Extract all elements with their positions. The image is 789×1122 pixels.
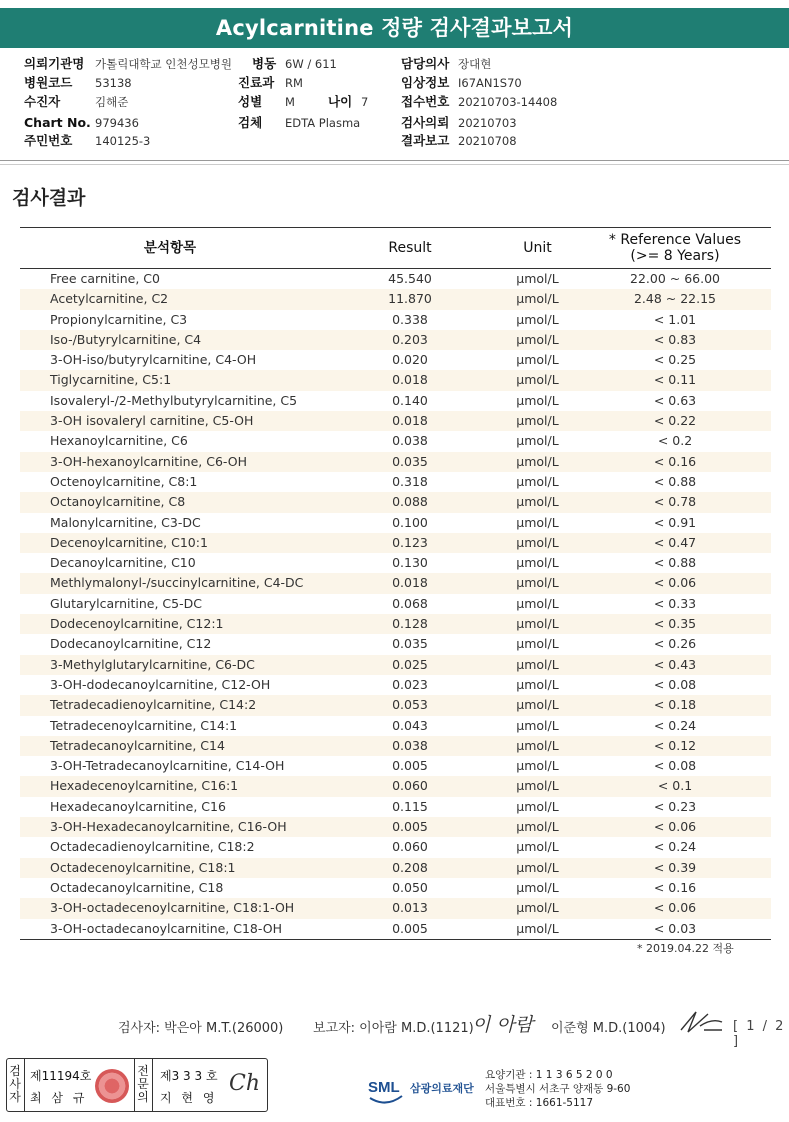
result-value: 0.018	[392, 413, 428, 429]
care-code: 요양기관 : 1 1 3 6 5 2 0 0	[485, 1069, 613, 1081]
section-title: 검사결과	[12, 187, 86, 209]
unit-value: μmol/L	[516, 331, 559, 347]
reporter2-handwritten-signature	[678, 1008, 726, 1042]
reference-value: < 0.22	[653, 413, 697, 429]
analyte-name: Propionylcarnitine, C3	[50, 311, 188, 327]
result-value: 0.123	[392, 534, 428, 550]
reporter-handwritten-signature: 이 아람	[472, 1014, 534, 1036]
analyte-name: Tiglycarnitine, C5:1	[50, 372, 172, 388]
reference-value: < 0.88	[653, 555, 697, 571]
certificate-box	[6, 1058, 268, 1112]
reference-value: < 0.33	[653, 595, 697, 611]
doctor-label: 담당의사	[401, 56, 450, 71]
result-value: 0.038	[392, 737, 428, 753]
analyte-name: Octadecenoylcarnitine, C18:1	[50, 859, 236, 875]
table-row	[20, 634, 771, 654]
table-row	[20, 391, 771, 411]
unit-value: μmol/L	[516, 839, 559, 855]
report-title: Acylcarnitine 정량 검사결과보고서	[0, 8, 789, 48]
analyte-name: 3-OH-octadecanoylcarnitine, C18-OH	[50, 920, 282, 936]
table-row	[20, 655, 771, 675]
reference-value: < 0.91	[653, 514, 697, 530]
result-value: 0.035	[392, 636, 428, 652]
certificate-number-2: 제3 3 3 호	[160, 1069, 218, 1083]
divider	[0, 164, 789, 165]
unit-value: μmol/L	[516, 555, 559, 571]
examiner-signature: 검사자: 박은아 M.T.(26000)	[118, 1021, 284, 1036]
table-row	[20, 492, 771, 512]
table-row	[20, 837, 771, 857]
reference-value: < 0.83	[653, 331, 697, 347]
reference-value: < 0.24	[653, 839, 697, 855]
unit-value: μmol/L	[516, 778, 559, 794]
unit-value: μmol/L	[516, 798, 559, 814]
analyte-name: Dodecenoylcarnitine, C12:1	[50, 616, 224, 632]
certificate-name-2: 지 현 영	[160, 1091, 218, 1105]
analyte-name: 3-OH-iso/butyrylcarnitine, C4-OH	[50, 352, 257, 368]
analyte-name: Dodecanoylcarnitine, C12	[50, 636, 212, 652]
table-row	[20, 817, 771, 837]
table-row	[20, 736, 771, 756]
unit-value: μmol/L	[516, 900, 559, 916]
divider	[0, 160, 789, 161]
resident-no-label: 주민번호	[24, 133, 73, 148]
reference-value: < 0.18	[653, 697, 697, 713]
ward-label: 병동	[252, 56, 277, 71]
reference-value: < 0.16	[653, 879, 697, 895]
table-row	[20, 452, 771, 472]
table-row	[20, 411, 771, 431]
analyte-name: 3-OH isovaleryl carnitine, C5-OH	[50, 413, 254, 429]
analyte-name: Octadecanoylcarnitine, C18	[50, 879, 224, 895]
result-value: 0.038	[392, 433, 428, 449]
certificate-label-1: 검 사 자	[9, 1064, 21, 1104]
institution-label: 의뢰기관명	[24, 56, 85, 71]
result-value: 0.020	[392, 352, 428, 368]
unit-value: μmol/L	[516, 453, 559, 469]
analyte-name: Isovaleryl-/2-Methylbutyrylcarnitine, C5	[50, 392, 298, 408]
specialist-handwritten-signature: Ch	[229, 1071, 261, 1096]
table-row	[20, 269, 771, 289]
result-value: 0.060	[392, 778, 428, 794]
hospital-code-label: 병원코드	[24, 75, 73, 90]
result-value: 0.018	[392, 372, 428, 388]
header-result: Result	[388, 240, 432, 256]
reference-value: < 0.78	[653, 494, 697, 510]
unit-value: μmol/L	[516, 473, 559, 489]
age-value: 7	[361, 95, 369, 109]
table-row	[20, 573, 771, 593]
reference-value: < 0.25	[653, 352, 697, 368]
table-header	[20, 227, 771, 269]
certificate-number-1: 제11194호	[30, 1069, 92, 1083]
report-date-value: 20210708	[458, 134, 517, 148]
analyte-name: 3-OH-octadecenoylcarnitine, C18:1-OH	[50, 900, 295, 916]
result-value: 0.088	[392, 494, 428, 510]
analyte-name: Hexanoylcarnitine, C6	[50, 433, 188, 449]
header-unit: Unit	[523, 240, 552, 256]
page-indicator: [ 1 / 2 ]	[733, 1019, 786, 1049]
unit-value: μmol/L	[516, 758, 559, 774]
table-row	[20, 858, 771, 878]
unit-value: μmol/L	[516, 717, 559, 733]
result-value: 0.050	[392, 879, 428, 895]
report-date-label: 결과보고	[401, 133, 450, 148]
ward-value: 6W / 611	[285, 57, 337, 71]
reference-value: < 0.08	[653, 758, 697, 774]
resident-no-value: 140125-3	[95, 134, 151, 148]
table-row	[20, 614, 771, 634]
table-row	[20, 797, 771, 817]
result-value: 0.053	[392, 697, 428, 713]
sml-logo-icon	[366, 1072, 406, 1106]
analyte-name: Hexadecenoylcarnitine, C16:1	[50, 778, 239, 794]
reference-value: < 0.43	[653, 656, 697, 672]
unit-value: μmol/L	[516, 413, 559, 429]
result-value: 0.043	[392, 717, 428, 733]
doctor-value: 장대현	[458, 57, 492, 71]
age-label: 나이	[328, 94, 353, 109]
chart-no-label: Chart No.	[24, 115, 91, 130]
analyte-name: 3-OH-hexanoylcarnitine, C6-OH	[50, 453, 248, 469]
footnote: * 2019.04.22 적용	[637, 942, 734, 955]
result-value: 0.338	[392, 311, 428, 327]
examinee-value: 김해준	[95, 95, 129, 109]
table-row	[20, 472, 771, 492]
table-row	[20, 695, 771, 715]
table-row	[20, 289, 771, 309]
unit-value: μmol/L	[516, 271, 559, 286]
table-row	[20, 553, 771, 573]
department-value: RM	[285, 76, 303, 90]
table-row	[20, 898, 771, 918]
reference-value: < 0.47	[653, 534, 697, 550]
unit-value: μmol/L	[516, 879, 559, 895]
analyte-name: Iso-/Butyrylcarnitine, C4	[50, 331, 202, 347]
reference-value: < 0.16	[653, 453, 697, 469]
result-value: 11.870	[388, 291, 432, 307]
reference-value: < 0.23	[653, 798, 697, 814]
reference-value: < 0.12	[653, 737, 697, 753]
chart-no-value: 979436	[95, 116, 139, 130]
specimen-label: 검체	[238, 115, 263, 130]
analyte-name: Tetradecanoylcarnitine, C14	[50, 737, 225, 753]
reference-value: < 0.03	[653, 920, 697, 936]
reference-value: < 0.63	[653, 392, 697, 408]
unit-value: μmol/L	[516, 737, 559, 753]
reference-value: < 0.11	[653, 372, 697, 388]
unit-value: μmol/L	[516, 534, 559, 550]
unit-value: μmol/L	[516, 616, 559, 632]
unit-value: μmol/L	[516, 311, 559, 327]
unit-value: μmol/L	[516, 676, 559, 692]
reference-value: < 0.06	[653, 900, 697, 916]
result-value: 0.005	[392, 920, 428, 936]
unit-value: μmol/L	[516, 392, 559, 408]
result-value: 0.100	[392, 514, 428, 530]
analyte-name: 3-OH-dodecanoylcarnitine, C12-OH	[50, 676, 271, 692]
result-value: 0.005	[392, 758, 428, 774]
analyte-name: Free carnitine, C0	[50, 271, 160, 286]
unit-value: μmol/L	[516, 352, 559, 368]
result-value: 0.060	[392, 839, 428, 855]
analyte-name: Malonylcarnitine, C3-DC	[50, 514, 201, 530]
unit-value: μmol/L	[516, 819, 559, 835]
result-value: 0.115	[392, 798, 428, 814]
unit-value: μmol/L	[516, 920, 559, 936]
table-row	[20, 533, 771, 553]
specimen-value: EDTA Plasma	[285, 116, 361, 130]
unit-value: μmol/L	[516, 636, 559, 652]
department-label: 진료과	[238, 75, 275, 90]
unit-value: μmol/L	[516, 656, 559, 672]
results-table	[20, 227, 771, 940]
reporter2-signature: 이준형 M.D.(1004)	[551, 1021, 666, 1036]
phone: 대표번호 : 1661-5117	[485, 1097, 594, 1109]
svg-text:SML: SML	[368, 1079, 400, 1096]
analyte-name: 3-OH-Hexadecanoylcarnitine, C16-OH	[50, 819, 287, 835]
analyte-name: Hexadecanoylcarnitine, C16	[50, 798, 226, 814]
result-value: 0.023	[392, 676, 428, 692]
analyte-name: 3-OH-Tetradecanoylcarnitine, C14-OH	[50, 758, 285, 774]
reference-value: < 0.2	[657, 433, 693, 449]
table-row	[20, 919, 771, 939]
unit-value: μmol/L	[516, 697, 559, 713]
unit-value: μmol/L	[516, 595, 559, 611]
unit-value: μmol/L	[516, 514, 559, 530]
reference-value: < 0.39	[653, 859, 697, 875]
table-row	[20, 594, 771, 614]
analyte-name: Tetradecenoylcarnitine, C14:1	[50, 717, 238, 733]
analyte-name: Decanoylcarnitine, C10	[50, 555, 196, 571]
examinee-label: 수진자	[24, 94, 61, 109]
request-date-label: 검사의뢰	[401, 115, 450, 130]
table-row	[20, 370, 771, 390]
header-reference-line1: * Reference Values	[608, 232, 742, 248]
analyte-name: Octadecadienoylcarnitine, C18:2	[50, 839, 255, 855]
result-value: 0.318	[392, 473, 428, 489]
receipt-no-label: 접수번호	[401, 94, 450, 109]
clinical-info-value: I67AN1S70	[458, 76, 522, 90]
analyte-name: Octenoylcarnitine, C8:1	[50, 473, 198, 489]
institution-value: 가톨릭대학교 인천성모병원	[95, 57, 232, 71]
table-row	[20, 776, 771, 796]
reference-value: < 0.24	[653, 717, 697, 733]
reference-value: < 0.06	[653, 575, 697, 591]
header-reference	[580, 228, 770, 268]
table-body	[20, 269, 771, 940]
reference-value: < 0.26	[653, 636, 697, 652]
table-row	[20, 756, 771, 776]
organization-name: 삼광의료재단	[410, 1082, 474, 1095]
request-date-value: 20210703	[458, 116, 517, 130]
header-reference-line2: (>= 8 Years)	[630, 248, 720, 264]
analyte-name: Decenoylcarnitine, C10:1	[50, 534, 208, 550]
table-row	[20, 878, 771, 898]
table-row	[20, 350, 771, 370]
sex-label: 성별	[238, 94, 263, 109]
analyte-name: 3-Methylglutarylcarnitine, C6-DC	[50, 656, 255, 672]
receipt-no-value: 20210703-14408	[458, 95, 558, 109]
result-value: 0.203	[392, 331, 428, 347]
analyte-name: Tetradecadienoylcarnitine, C14:2	[50, 697, 257, 713]
unit-value: μmol/L	[516, 372, 559, 388]
unit-value: μmol/L	[516, 494, 559, 510]
table-row	[20, 431, 771, 451]
certificate-name-1: 최 삼 규	[30, 1091, 88, 1105]
result-value: 0.018	[392, 575, 428, 591]
reporter-signature: 보고자: 이아람 M.D.(1121)	[313, 1021, 474, 1036]
table-row	[20, 675, 771, 695]
unit-value: μmol/L	[516, 291, 559, 307]
clinical-info-label: 임상정보	[401, 75, 450, 90]
result-value: 0.068	[392, 595, 428, 611]
unit-value: μmol/L	[516, 859, 559, 875]
result-value: 0.140	[392, 392, 428, 408]
reference-value: < 0.35	[653, 616, 697, 632]
unit-value: μmol/L	[516, 433, 559, 449]
table-row	[20, 330, 771, 350]
result-value: 45.540	[388, 271, 432, 286]
header-item: 분석항목	[143, 240, 197, 256]
reference-value: < 0.1	[657, 778, 693, 794]
analyte-name: Glutarylcarnitine, C5-DC	[50, 595, 202, 611]
reference-value: < 0.06	[653, 819, 697, 835]
table-row	[20, 310, 771, 330]
reference-value: < 0.88	[653, 473, 697, 489]
result-value: 0.130	[392, 555, 428, 571]
unit-value: μmol/L	[516, 575, 559, 591]
reference-value: 22.00 ~ 66.00	[630, 271, 720, 286]
reference-value: < 0.08	[653, 676, 697, 692]
result-value: 0.013	[392, 900, 428, 916]
result-value: 0.035	[392, 453, 428, 469]
analyte-name: Acetylcarnitine, C2	[50, 291, 169, 307]
sex-value: M	[285, 95, 295, 109]
result-value: 0.208	[392, 859, 428, 875]
analyte-name: Methlymalonyl-/succinylcarnitine, C4-DC	[50, 575, 304, 591]
reference-value: 2.48 ~ 22.15	[633, 291, 717, 307]
certificate-label-2: 전 문 의	[137, 1064, 149, 1104]
table-row	[20, 716, 771, 736]
result-value: 0.005	[392, 819, 428, 835]
result-value: 0.128	[392, 616, 428, 632]
seal-stamp	[95, 1069, 129, 1103]
analyte-name: Octanoylcarnitine, C8	[50, 494, 186, 510]
table-row	[20, 513, 771, 533]
result-value: 0.025	[392, 656, 428, 672]
address: 서울특별시 서초구 양재동 9-60	[485, 1083, 631, 1095]
reference-value: < 1.01	[653, 311, 697, 327]
hospital-code-value: 53138	[95, 76, 132, 90]
